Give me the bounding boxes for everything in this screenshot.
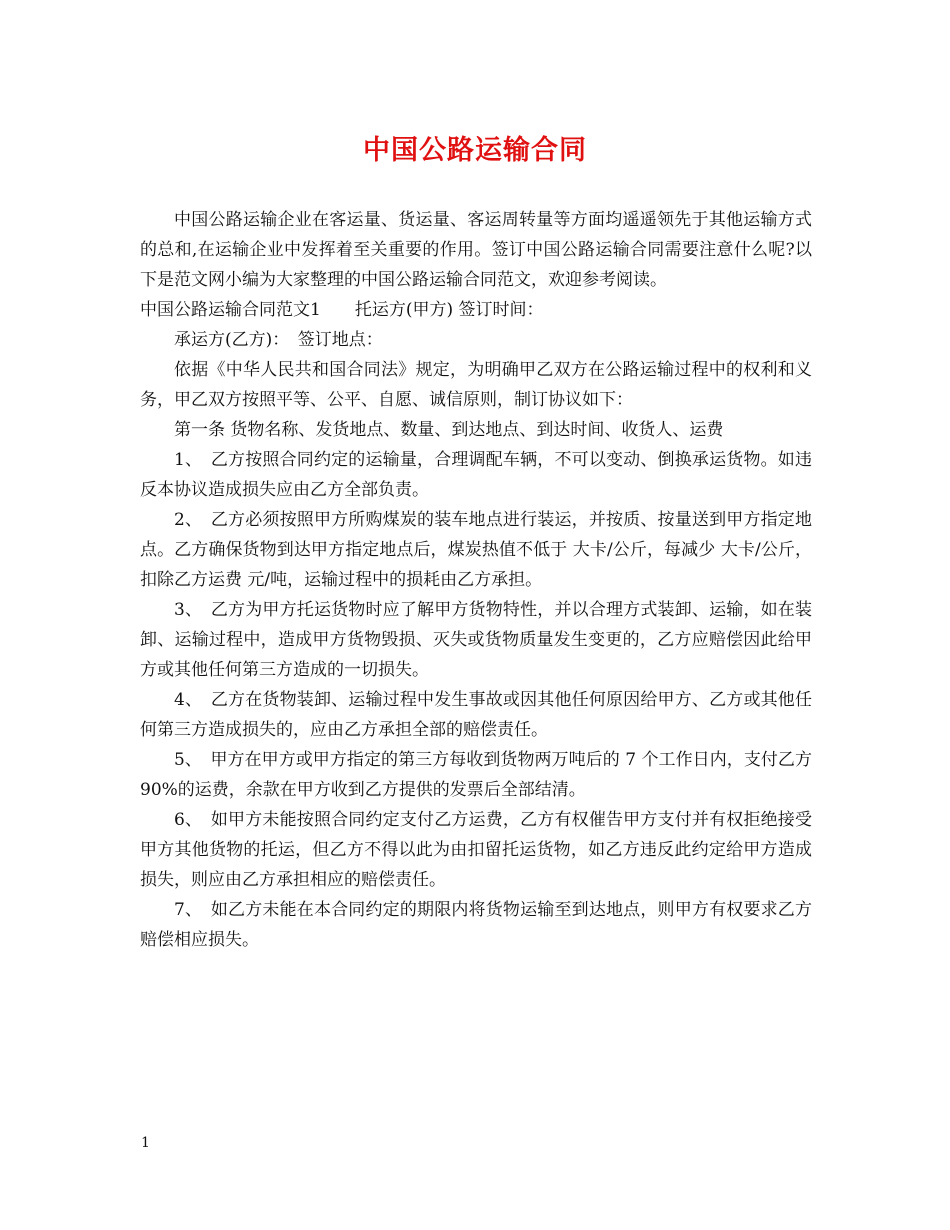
contract-header-line: 中国公路运输合同范文1 托运方(甲方) 签订时间：: [140, 300, 544, 320]
carrier-line: 承运方(乙方)： 签订地点：: [174, 330, 383, 350]
document-title: 中国公路运输合同: [363, 135, 587, 166]
legal-basis-paragraph: 依据《中华人民共和国合同法》规定，为明确甲乙双方在公路运输过程中的权利和义务，甲乙双方按照平等、公平、自愿、诚信原则，制订协议如下：: [140, 360, 812, 410]
clause-7: 7、 如乙方未能在本合同约定的期限内将货物运输至到达地点，则甲方有权要求乙方赔偿相应损失。: [140, 900, 812, 950]
intro-paragraph: 中国公路运输企业在客运量、货运量、客运周转量等方面均遥遥领先于其他运输方式的总和,在运输企业中发挥着至关重要的作用。签订中国公路运输合同需要注意什么呢?以下是范文网小编为大家整理的中国公路运输合同范文，欢迎参考阅读。: [140, 210, 812, 290]
article-one-heading: 第一条 货物名称、发货地点、数量、到达地点、到达时间、收货人、运费: [174, 420, 724, 440]
page-number: 1: [141, 1135, 150, 1151]
clause-1: 1、 乙方按照合同约定的运输量，合理调配车辆，不可以变动、倒换承运货物。如违反本协议造成损失应由乙方全部负责。: [140, 450, 812, 500]
clause-5: 5、 甲方在甲方或甲方指定的第三方每收到货物两万吨后的 7 个工作日内，支付乙方 90%的运费，余款在甲方收到乙方提供的发票后全部结清。: [140, 750, 812, 800]
clause-4: 4、 乙方在货物装卸、运输过程中发生事故或因其他任何原因给甲方、乙方或其他任何第三方造成损失的，应由乙方承担全部的赔偿责任。: [140, 690, 812, 740]
clause-3: 3、 乙方为甲方托运货物时应了解甲方货物特性，并以合理方式装卸、运输，如在装卸、运输过程中，造成甲方货物毁损、灭失或货物质量发生变更的，乙方应赔偿因此给甲方或其他任何第三方造成的一切损失。: [140, 600, 812, 680]
clause-2: 2、 乙方必须按照甲方所购煤炭的装车地点进行装运，并按质、按量送到甲方指定地点。乙方确保货物到达甲方指定地点后，煤炭热值不低于 大卡/公斤，每减少 大卡/公斤，扣除乙方运费 元/吨，运输过程中的损耗由乙方承担。: [140, 510, 812, 590]
clause-6: 6、 如甲方未能按照合同约定支付乙方运费，乙方有权催告甲方支付并有权拒绝接受甲方其他货物的托运，但乙方不得以此为由扣留托运货物，如乙方违反此约定给甲方造成损失，则应由乙方承担相应的赔偿责任。: [140, 810, 812, 890]
document-body: [140, 205, 812, 955]
